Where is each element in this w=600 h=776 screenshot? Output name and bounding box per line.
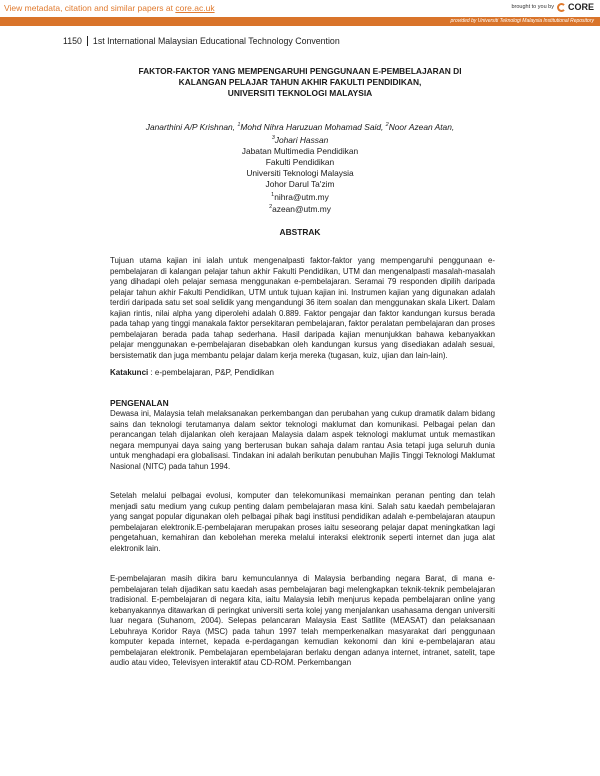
email-address[interactable]: azean@utm.my [272, 204, 331, 215]
author-sup: 2 [385, 122, 389, 128]
title-line: FAKTOR-FAKTOR YANG MEMPENGARUHI PENGGUNAAN E-PEMBELAJARAN DI [138, 66, 462, 76]
affiliation-line: Fakulti Pendidikan [265, 156, 335, 167]
affiliation-line: Johor Darul Ta'zim [265, 178, 335, 189]
email-sup: 2 [269, 204, 273, 211]
body-paragraph: Setelah melalui pelbagai evolusi, komputer dan telekomunikasi memainkan peranan penting dan telah menjadi satu medium yang cukup penting dalam pembelajaran masa kini. Salah satu kaedah pembelajaran yang sangat popular digunakan oleh pelbagai pihak bagi institusi pendidikan adalah e-pembelajaran ataupun pembelajaran elektronik.E-pembelajaran merupakan proses iaitu seseorang pelajar dapat meningkatkan lagi pengetahuan, kemahiran dan kebolehan mereka melalui interaksi elektronik seperti internet dan juga alat elektronik lain. [110, 491, 495, 553]
title-line: KALANGAN PELAJAR TAHUN AKHIR FAKULTI PENDIDIKAN, [178, 77, 422, 87]
email-line [100, 190, 500, 203]
body-paragraph: Dewasa ini, Malaysia telah melaksanakan perkembangan dan perubahan yang cukup dramatik dalam bidang sains dan teknologi terutamanya dalam sektor teknologi maklumat dan komunikasi. Pelbagai pelan dan perancangan telah dijalankan oleh kerajaan Malaysia dalam aspek teknologi maklumat untuk memastikan negara mempunyai daya saing yang berterusan bukan sahaja dalam rantau Asia tetapi juga seluruh dunia untuk menghadapi era globalisasi. Tindakan ini adalah berikutan penubuhan Majlis Tinggi Teknologi Maklumat Nasional (NITC) pada tahun 1994. [110, 409, 495, 471]
core-brand: CORE [567, 2, 594, 12]
page-number: 1150 [63, 36, 88, 46]
core-link-prefix: View metadata, citation and similar papers at [4, 3, 176, 13]
paper-title [100, 66, 500, 99]
repository-note[interactable]: provided by Universiti Teknologi Malaysia Institutional Repository [450, 18, 594, 24]
core-logo[interactable] [557, 2, 594, 12]
author-line [100, 120, 500, 133]
title-line: UNIVERSITI TEKNOLOGI MALAYSIA [227, 88, 373, 98]
author-block [100, 120, 500, 215]
author-line [100, 133, 500, 146]
repository-bar [0, 17, 600, 26]
running-head [63, 36, 340, 46]
abstract-text: Tujuan utama kajian ini ialah untuk mengenalpasti faktor-faktor yang mempengaruhi penggunaan e-pembelajaran di kalangan pelajar tahun akhir Fakulti Pendidikan, UTM dan mengenalpasti masalah-masalah yang dihadapi oleh pelajar semasa menggunakan e-pembelajaran. Seramai 79 responden dipilih daripada pelajar tahun akhir Fakulti Pendidikan, UTM untuk tujuan kajian ini. Instrumen kajian yang digunakan adalah terdiri daripada satu set soal selidik yang mengandungi 36 item soalan dan menggunakan skala Likert. Dalam kajian rintis, nilai alpha yang diperolehi adalah 0.889. Faktor pengajar dan faktor kandungan kursus berada pada tahap yang tinggi manakala faktor persekitaran pembelajaran, faktor peralatan pembelajaran dan proses pembelajaran berada pada tahap sederhana. Hasil daripada kajian menunjukkan bahawa kebanyakkan pelajar menggunakan e-pembelajaran disebabkan oleh kandungan kursus yang disediakan adalah sesuai, bersistematik dan juga membantu pelajar dalam kerja mereka (tugasan, kuiz, ujian dan lain-lain). [110, 256, 495, 360]
abstract-heading: ABSTRAK [279, 227, 321, 237]
conference-name: 1st International Malaysian Educational Technology Convention [92, 36, 340, 46]
brought-by-text: brought to you by [511, 4, 554, 10]
core-logo-icon [557, 3, 566, 12]
core-metadata-link[interactable] [4, 3, 215, 13]
section-heading: PENGENALAN [110, 398, 169, 408]
author-name: Noor Azean Atan, [388, 121, 455, 132]
affiliation-line: Universiti Teknologi Malaysia [246, 167, 354, 178]
email-address[interactable]: nihra@utm.my [274, 191, 329, 202]
author-sup: 1 [237, 122, 241, 128]
author-name: Janarthini A/P Krishnan, [145, 121, 238, 132]
body-paragraph: E-pembelajaran masih dikira baru kemunculannya di Malaysia berbanding negara Barat, di mana e-pembelajaran telah dijadikan satu kaedah asas pembelajaran bagi melengkapkan teknik-teknik pembelajaran tradisional. E-pembelajaran di negara kita, iaitu Malaysia lebih menjurus kepada pembelajaran online yang kebanyakannya ditawarkan di peringkat universiti serta kolej yang menjalankan usahasama dengan universiti luar negara (Suhanom, 2004). Selepas pelancaran Malaysia East Satllite (MEASAT) dan pelaksanaan Lebuhraya Koridor Raya (MSC) pada tahun 1997 telah memperkenalkan masyarakat dari penggunaan komputer kepada internet, kepada e-perdagangan kemudian kekonomi dan kini e-pembelajaran atau pembelajaran elektronik. Pembelajaran epembelajaran berlaku dengan adanya internet, intranet, satelit, tape audio atau video, Televisyen interaktif atau CD-ROM. Perkembangan [110, 574, 495, 668]
brought-by[interactable] [511, 2, 594, 12]
author-name: Johari Hassan [274, 134, 329, 145]
author-sup: 3 [271, 134, 275, 141]
author-name: Mohd Nihra Haruzuan Mohamad Said, [240, 121, 386, 132]
core-link-url[interactable]: core.ac.uk [175, 3, 215, 13]
email-line [100, 202, 500, 215]
keywords-label: Katakunci [110, 368, 149, 377]
keywords [110, 368, 274, 377]
affiliation-line: Jabatan Multimedia Pendidikan [241, 145, 359, 156]
email-sup: 1 [271, 191, 275, 198]
core-banner [0, 0, 600, 30]
keywords-value: : e-pembelajaran, P&P, Pendidikan [148, 368, 274, 377]
